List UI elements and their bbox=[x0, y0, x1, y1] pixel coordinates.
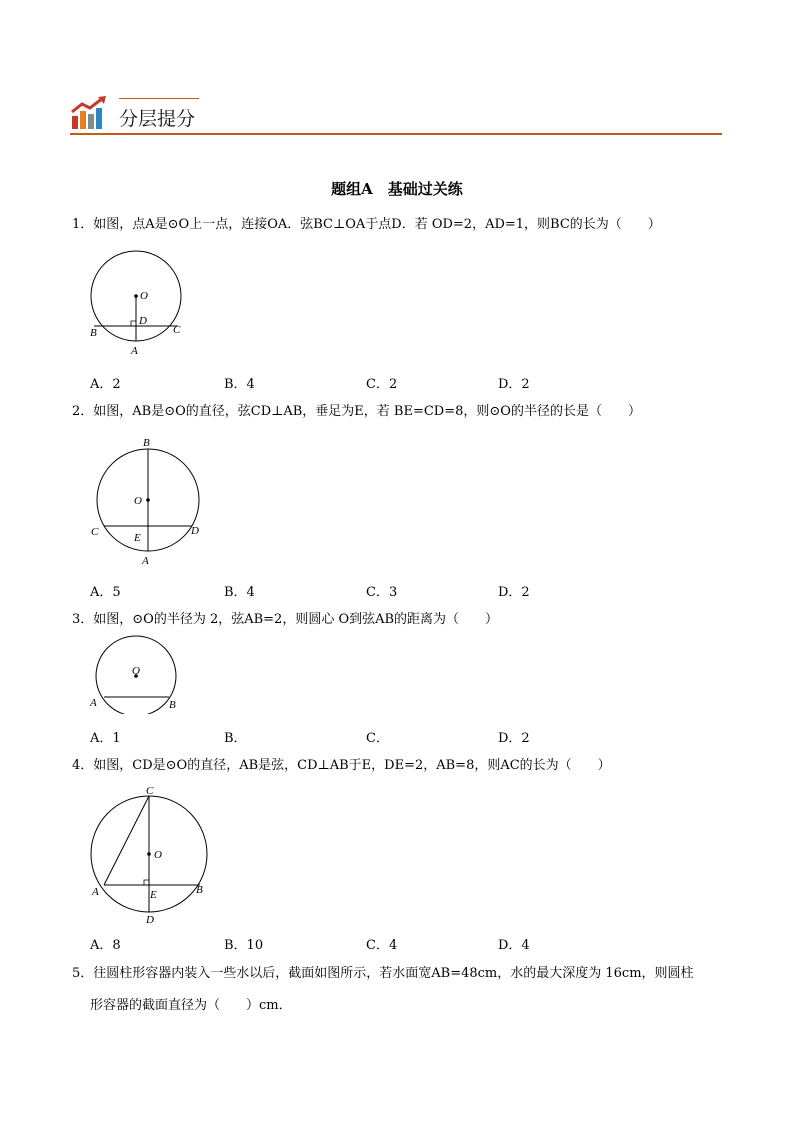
question-2-option-d: D．2 bbox=[498, 585, 530, 600]
section-title: 题组A 基础过关练 bbox=[331, 180, 463, 198]
question-4-figure bbox=[86, 782, 216, 934]
question-1-figure bbox=[85, 246, 195, 365]
question-4-option-b: B．10 bbox=[224, 938, 264, 953]
question-3-option-d: D．2 bbox=[498, 731, 530, 746]
fig2-label-c: C bbox=[91, 526, 99, 538]
header-title: 分层提分 bbox=[119, 108, 196, 130]
question-4-stem: 4．如图，CD是⊙O的直径，AB是弦，CD⊥AB于E，DE=2，AB=8，则AC的长为（ ） bbox=[72, 758, 611, 773]
chart-growth-icon bbox=[70, 96, 108, 130]
fig4-label-e: E bbox=[150, 889, 157, 901]
question-5-stem-line1: 5．往圆柱形容器内装入一些水以后，截面如图所示，若水面宽AB=48cm，水的最大深度为 16cm，则圆柱 bbox=[72, 966, 694, 981]
question-4-option-d: D．4 bbox=[498, 938, 530, 953]
fig2-label-d: D bbox=[191, 525, 199, 537]
question-2-stem: 2．如图，AB是⊙O的直径，弦CD⊥AB，垂足为E，若 BE=CD=8，则⊙O的半径的长是（ ） bbox=[72, 404, 641, 419]
fig2-label-a: A bbox=[142, 555, 149, 567]
fig3-label-b: B bbox=[169, 699, 176, 711]
fig2-label-e: E bbox=[134, 532, 141, 544]
question-3-figure bbox=[86, 634, 186, 718]
fig3-label-o: O bbox=[132, 665, 140, 677]
question-3-option-b: B． bbox=[224, 731, 247, 746]
question-3-option-c: C． bbox=[366, 731, 389, 746]
question-1-option-b: B．4 bbox=[224, 377, 255, 392]
question-1-option-d: D．2 bbox=[498, 377, 530, 392]
question-1-option-a: A．2 bbox=[90, 377, 121, 392]
question-1-stem: 1．如图，点A是⊙O上一点，连接OA．弦BC⊥OA于点D．若 OD=2，AD=1，则BC的长为（ ） bbox=[72, 217, 661, 232]
question-1-option-c: C．2 bbox=[366, 377, 398, 392]
fig4-label-o: O bbox=[154, 849, 162, 861]
fig1-label-b: B bbox=[90, 327, 97, 339]
fig4-label-d: D bbox=[146, 914, 154, 926]
fig1-label-a: A bbox=[131, 345, 138, 357]
question-4-option-a: A．8 bbox=[90, 938, 121, 953]
fig2-label-b: B bbox=[143, 437, 150, 449]
fig1-label-d: D bbox=[139, 315, 147, 327]
question-3-option-a: A．1 bbox=[90, 731, 121, 746]
header-divider bbox=[70, 133, 722, 135]
question-2-option-a: A．5 bbox=[90, 585, 121, 600]
fig4-label-a: A bbox=[92, 886, 99, 898]
header-accent-line bbox=[119, 98, 199, 99]
question-5-stem-line2: 形容器的截面直径为（ ）cm． bbox=[90, 998, 292, 1013]
fig4-label-b: B bbox=[196, 884, 203, 896]
question-2-figure bbox=[88, 434, 208, 573]
fig2-label-o: O bbox=[134, 495, 142, 507]
question-2-option-b: B．4 bbox=[224, 585, 255, 600]
fig3-label-a: A bbox=[90, 697, 97, 709]
fig4-label-c: C bbox=[146, 785, 154, 797]
question-4-option-c: C．4 bbox=[366, 938, 398, 953]
question-2-option-c: C．3 bbox=[366, 585, 398, 600]
fig1-label-o: O bbox=[140, 290, 148, 302]
question-3-stem: 3．如图，⊙O的半径为 2，弦AB=2，则圆心 O到弦AB的距离为（ ） bbox=[72, 612, 499, 627]
fig1-label-c: C bbox=[173, 324, 181, 336]
